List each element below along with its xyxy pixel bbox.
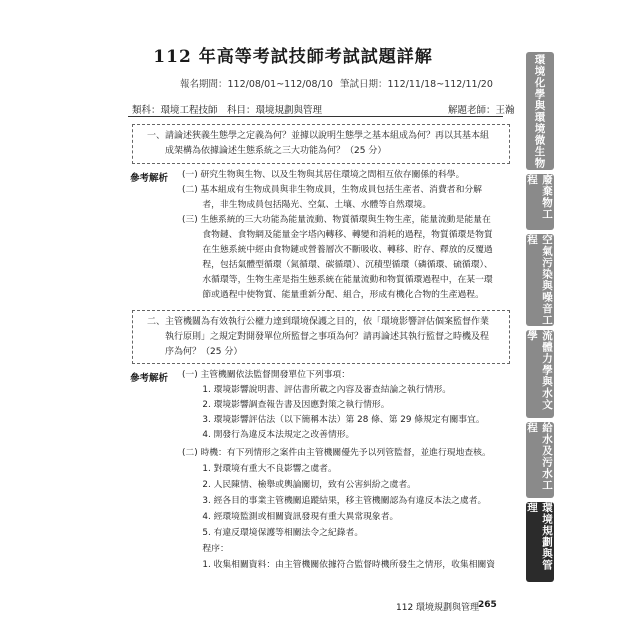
page-title: 112 年高等考試技師考試試題詳解	[153, 47, 433, 67]
answer-1-line-6: 在生態系統中經由食物鏈或營養層次不斷吸收、轉移、貯存、釋放的反覆過	[182, 245, 493, 255]
answer-2-line-2: 1. 環境影響說明書、評估書所載之內容及審查結論之執行情形。	[182, 385, 452, 395]
answer-1-line-5: 食物鏈、食物網及能量金字塔內轉移、轉變和消耗的過程，物質循環是物質	[182, 230, 493, 240]
answer-1-line-7: 程，包括氣體型循環（氮循環、碳循環）、沉積型循環（磷循環、硫循環）、	[182, 260, 493, 270]
answer-2-line-9: 3. 經各目的事業主管機關追蹤結果，移主管機關認為有違反本法之虞者。	[182, 496, 487, 506]
page-number: 265	[478, 600, 497, 610]
answer-2-line-5: 4. 開發行為違反本法規定之改善情形。	[182, 430, 355, 440]
answer-2-line-7: 1. 對環境有重大不良影響之虞者。	[182, 464, 337, 474]
answer-2-line-3: 2. 環境影響調查報告書及因應對策之執行情形。	[182, 400, 390, 410]
answer-1-line-4: (三) 生態系統的三大功能為能量流動、物質循環與生物生產，能量流動是能量在	[182, 215, 491, 225]
answer-1-line-3: 者，非生物成員包括陽光、空氣、土壤、水體等自然環境。	[182, 200, 432, 210]
exam-date: 筆試日期：112/11/18~112/11/20	[340, 79, 493, 90]
question-2-line-3: 序為何？（25 分）	[147, 347, 243, 357]
tab-chapter-4[interactable]: 流體力學與水文學	[526, 330, 554, 418]
header-divider	[128, 116, 503, 117]
registration-period: 報名期間：112/08/01~112/08/10	[180, 79, 333, 90]
chapter-tab-column	[520, 0, 640, 640]
question-1-line-1: 一、請論述狹義生態學之定義為何？並據以說明生態學之基本組成為何？再以其基本組	[147, 131, 490, 141]
answer-2-line-13: 1. 收集相關資料：由主管機關依據符合監督時機所發生之情形，收集相關資	[182, 560, 496, 570]
answer-1-line-9: 節或過程中使物質、能量重新分配、組合，形成有機化合物的生產過程。	[182, 290, 484, 300]
answer-2-line-10: 4. 經環境監測或相關資訊發現有重大異常現象者。	[182, 512, 399, 522]
question-2-line-2: 執行原則」之規定對開發單位所監督之事項為何？請再論述其執行監督之時機及程	[147, 332, 490, 342]
tab-chapter-2[interactable]: 廢棄物工程	[526, 174, 554, 230]
question-box-1	[132, 124, 510, 164]
answer-2-line-4: 3. 環境影響評估法（以下簡稱本法）第 28 條、第 29 條規定有關事宜。	[182, 415, 485, 425]
answer-1-line-2: (二) 基本組成有生物成員與非生物成員，生物成員包括生產者、消費者和分解	[182, 185, 482, 195]
answer-label-2: 參考解析	[130, 373, 169, 384]
question-2-line-1: 二、主管機關為有效執行公權力達到環境保護之目的，依「環境影響評估個案監督作業	[147, 317, 490, 327]
question-1-line-2: 成架構為依據論述生態系統之三大功能為何？（25 分）	[147, 146, 387, 156]
tab-chapter-1[interactable]: 環境化學與環境微生物	[526, 52, 554, 170]
tab-chapter-6-active[interactable]: 環境規劃與管理	[526, 502, 554, 582]
teacher-name: 解題老師：王瀚	[448, 105, 515, 116]
answer-label-1: 參考解析	[130, 173, 169, 184]
tab-chapter-3[interactable]: 空氣污染與噪音工程	[526, 234, 553, 326]
answer-2-line-6: (二) 時機：有下列情形之案件由主管機關優先予以列管監督，並進行現地查核。	[182, 448, 491, 458]
answer-2-line-12: 程序：	[182, 544, 229, 554]
answer-2-line-8: 2. 人民陳情、檢舉或輿論關切，致有公害糾紛之虞者。	[182, 480, 416, 490]
category-subject: 類科：環境工程技師 科目：環境規劃與管理	[132, 105, 323, 116]
tab-chapter-5[interactable]: 給水及污水工程	[526, 422, 554, 498]
answer-2-line-1: (一) 主管機關依法監督開發單位下列事項：	[182, 370, 351, 380]
question-box-2	[132, 310, 510, 364]
answer-1-line-1: (一) 研究生物與生物、以及生物與其居住環境之間相互依存關係的科學。	[182, 170, 465, 180]
running-title: 112 環境規劃與管理	[396, 603, 480, 613]
answer-2-line-11: 5. 有違反環境保護等相關法令之紀錄者。	[182, 528, 364, 538]
answer-1-line-8: 水循環等，生物生產是指生態系統在能量流動和物質循環過程中，在某一環	[182, 275, 493, 285]
